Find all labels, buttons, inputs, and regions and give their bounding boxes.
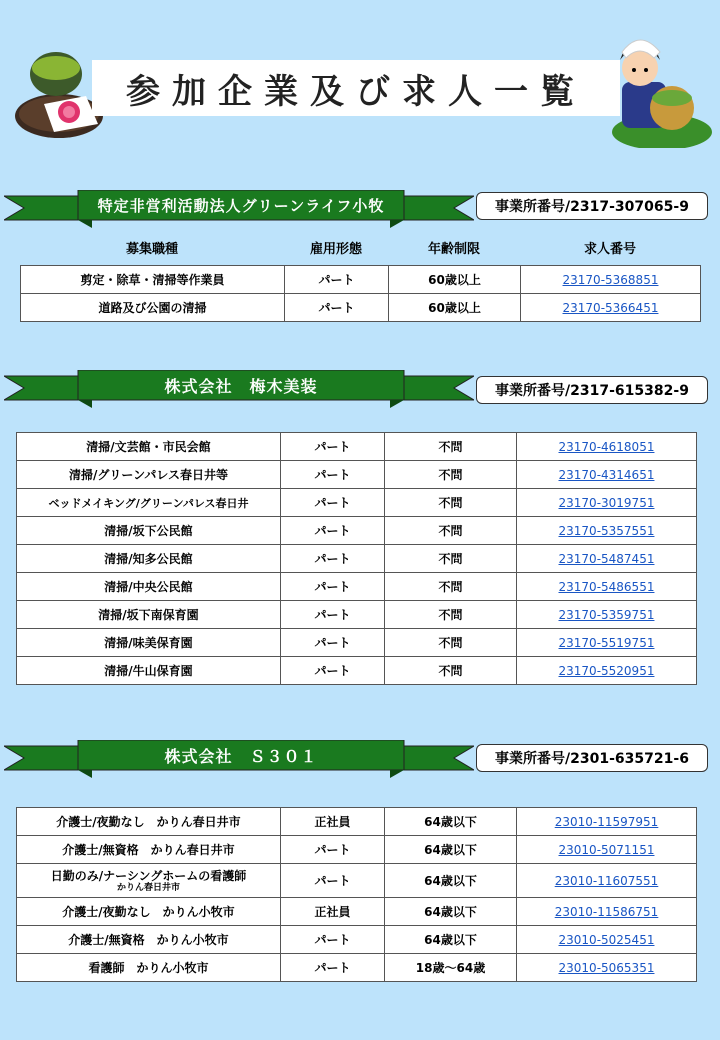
table-row: 介護士/無資格 かりん春日井市 パート 64歳以下 23010-5071151: [17, 836, 697, 864]
job-number-link[interactable]: 23170-5368851: [521, 266, 701, 294]
company-name: 特定非営利活動法人グリーンライフ小牧: [97, 196, 385, 215]
table-row: 剪定・除草・清掃等作業員 パート 60歳以上 23170-5368851: [21, 266, 701, 294]
job-number-link[interactable]: 23010-11586751: [517, 898, 697, 926]
company-name: 株式会社 梅木美装: [164, 376, 318, 396]
table-row: 清掃/坂下公民館 パート 不問 23170-5357551: [17, 517, 697, 545]
table-row: 日勤のみ/ナーシングホームの看護師 かりん春日井市 パート 64歳以下 23010-11607551: [17, 864, 697, 898]
job-number-link[interactable]: 23010-5025451: [517, 926, 697, 954]
table-row: 道路及び公園の清掃 パート 60歳以上 23170-5366451: [21, 294, 701, 322]
jobs-table-2: [16, 432, 697, 685]
header-job: 募集職種: [125, 242, 178, 257]
table-row: 介護士/無資格 かりん小牧市 パート 64歳以下 23010-5025451: [17, 926, 697, 954]
office-number: 事業所番号/2301-635721-6: [476, 744, 708, 772]
table-row: 清掃/味美保育園 パート 不問 23170-5519751: [17, 629, 697, 657]
header-age: 年齢制限: [427, 242, 480, 257]
table-row: 看護師 かりん小牧市 パート 18歳～64歳 23010-5065351: [17, 954, 697, 982]
jobs-table-1: [20, 265, 701, 322]
job-number-link[interactable]: 23170-5357551: [517, 517, 697, 545]
column-headers: [20, 238, 700, 257]
table-row: 清掃/グリーンパレス春日井等 パート 不問 23170-4314651: [17, 461, 697, 489]
job-number-link[interactable]: 23170-5366451: [521, 294, 701, 322]
table-row: 介護士/夜勤なし かりん小牧市 正社員 64歳以下 23010-11586751: [17, 898, 697, 926]
header-type: 雇用形態: [309, 242, 362, 257]
jobs-table-3: [16, 807, 697, 982]
office-number: 事業所番号/2317-615382-9: [476, 376, 708, 404]
table-row: 清掃/牛山保育園 パート 不問 23170-5520951: [17, 657, 697, 685]
company-name: 株式会社 Ｓ３０１: [164, 746, 318, 766]
table-row: 清掃/文芸館・市民会館 パート 不問 23170-4618051: [17, 433, 697, 461]
job-number-link[interactable]: 23010-5065351: [517, 954, 697, 982]
job-number-link[interactable]: 23170-5519751: [517, 629, 697, 657]
table-row: 清掃/坂下南保育園 パート 不問 23170-5359751: [17, 601, 697, 629]
job-number-link[interactable]: 23170-3019751: [517, 489, 697, 517]
header-number: 求人番号: [583, 242, 636, 257]
table-row: 介護士/夜勤なし かりん春日井市 正社員 64歳以下 23010-11597951: [17, 808, 697, 836]
tea-picker-girl-icon: [602, 28, 712, 148]
job-number-link[interactable]: 23010-5071151: [517, 836, 697, 864]
job-number-link[interactable]: 23010-11597951: [517, 808, 697, 836]
job-number-link[interactable]: 23010-11607551: [517, 864, 697, 898]
table-row: ベッドメイキング/グリーンパレス春日井 パート 不問 23170-3019751: [17, 489, 697, 517]
job-number-link[interactable]: 23170-5487451: [517, 545, 697, 573]
job-number-link[interactable]: 23170-5359751: [517, 601, 697, 629]
table-row: 清掃/知多公民館 パート 不問 23170-5487451: [17, 545, 697, 573]
title-banner: [92, 60, 620, 116]
job-number-link[interactable]: 23170-4618051: [517, 433, 697, 461]
page-title: 参加企業及び求人一覧: [126, 71, 586, 112]
table-row: 清掃/中央公民館 パート 不問 23170-5486551: [17, 573, 697, 601]
job-number-link[interactable]: 23170-4314651: [517, 461, 697, 489]
job-number-link[interactable]: 23170-5486551: [517, 573, 697, 601]
job-number-link[interactable]: 23170-5520951: [517, 657, 697, 685]
office-number: 事業所番号/2317-307065-9: [476, 192, 708, 220]
